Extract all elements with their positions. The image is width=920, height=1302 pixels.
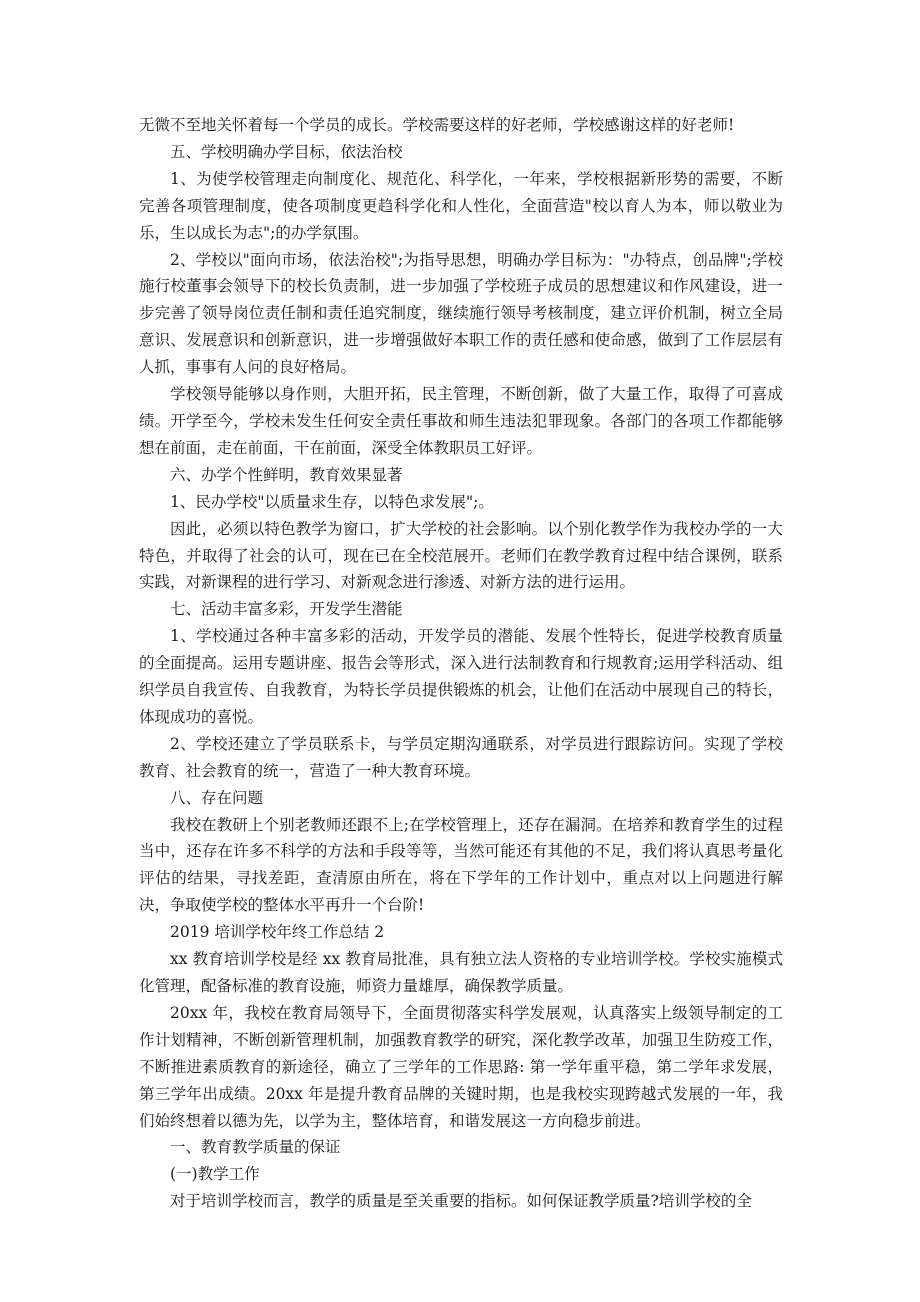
paragraph: 我校在教研上个别老教师还跟不上;在学校管理上，还存在漏洞。在培养和教育学生的过程当中，还存在许多不科学的方法和手段等等，当然可能还有其他的不足，我们将认真思考量化评估的结果，寻找差距，查清原由所在，将在下学年的工作计划中，重点对以上问题进行解决，争取使学校的整体水平再升一个台阶! bbox=[139, 815, 783, 915]
paragraph: 因此，必须以特色教学为窗口，扩大学校的社会影响。以个别化教学作为我校办学的一大特色，并取得了社会的认可，现在已在全校范展开。老师们在教学教育过程中结合课例，联系实践，对新课程的进行学习、对新观念进行渗透、对新方法的进行运用。 bbox=[139, 519, 783, 592]
subsection-heading: (一)教学工作 bbox=[170, 1165, 260, 1184]
paragraph: 1、民办学校"以质量求生存，以特色求发展";。 bbox=[170, 492, 494, 511]
section-heading-6: 六、办学个性鲜明，教育效果显著 bbox=[170, 465, 403, 484]
section-heading-7: 七、活动丰富多彩，开发学生潜能 bbox=[170, 600, 403, 619]
paragraph: 2、学校以"面向市场，依法治校";为指导思想，明确办学目标为："办特点，创品牌";学校施行校董事会领导下的校长负责制，进一步加强了学校班子成员的思想建议和作风建设，进一步完善了领导岗位责任制和责任追究制度，继续施行领导考核制度，建立评价机制，树立全局意识、发展意识和创新意识，进一步增强做好本职工作的责任感和使命感，做到了工作层层有人抓，事事有人问的良好格局。 bbox=[139, 250, 783, 377]
paragraph: 2、学校还建立了学员联系卡，与学员定期沟通联系，对学员进行跟踪访问。实现了学校教育、社会教育的统一，营造了一种大教育环境。 bbox=[139, 734, 783, 780]
document-body bbox=[139, 112, 783, 1215]
document-title-2: 2019 培训学校年终工作总结 2 bbox=[170, 923, 385, 942]
paragraph: 1、为使学校管理走向制度化、规范化、科学化，一年来，学校根据新形势的需要，不断完善各项管理制度，使各项制度更趋科学化和人性化，全面营造"校以育人为本，师以敬业为乐，生以成长为志";的办学氛围。 bbox=[139, 169, 783, 242]
section-heading-5: 五、学校明确办学目标，依法治校 bbox=[170, 142, 403, 161]
paragraph: 20xx 年，我校在教育局领导下，全面贯彻落实科学发展观，认真落实上级领导制定的工作计划精神，不断创新管理机制，加强教育教学的研究，深化教学改革，加强卫生防疫工作，不断推进素质教育的新途径，确立了三学年的工作思路: 第一学年重平稳，第二学年求发展，第三学年出成绩。20xx 年是提升教育品牌的关键时期，也是我校实现跨越式发展的一年，我们始终想着以德为先，以学为主，整体培育，和谐发展这一方向稳步前进。 bbox=[139, 1003, 783, 1130]
section-heading-8: 八、存在问题 bbox=[170, 788, 264, 807]
paragraph: 1、学校通过各种丰富多彩的活动，开发学员的潜能、发展个性特长，促进学校教育质量的全面提高。运用专题讲座、报告会等形式，深入进行法制教育和行规教育;运用学科活动、组织学员自我宣传、自我教育，为特长学员提供锻炼的机会，让他们在活动中展现自己的特长，体现成功的喜悦。 bbox=[139, 627, 783, 726]
paragraph: 对于培训学校而言，教学的质量是至关重要的指标。如何保证教学质量?培训学校的全 bbox=[170, 1192, 752, 1211]
paragraph: xx 教育培训学校是经 xx 教育局批准，具有独立法人资格的专业培训学校。学校实施模式化管理，配备标准的教育设施，师资力量雄厚，确保教学质量。 bbox=[139, 950, 783, 995]
paragraph-continuation: 无微不至地关怀着每一个学员的成长。学校需要这样的好老师，学校感谢这样的好老师! bbox=[139, 116, 735, 134]
paragraph: 学校领导能够以身作则，大胆开拓，民主管理，不断创新，做了大量工作，取得了可喜成绩。开学至今，学校未发生任何安全责任事故和师生违法犯罪现象。各部门的各项工作都能够想在前面，走在前面，干在前面，深受全体教职员工好评。 bbox=[139, 385, 783, 457]
section-heading-1: 一、教育教学质量的保证 bbox=[170, 1138, 341, 1157]
